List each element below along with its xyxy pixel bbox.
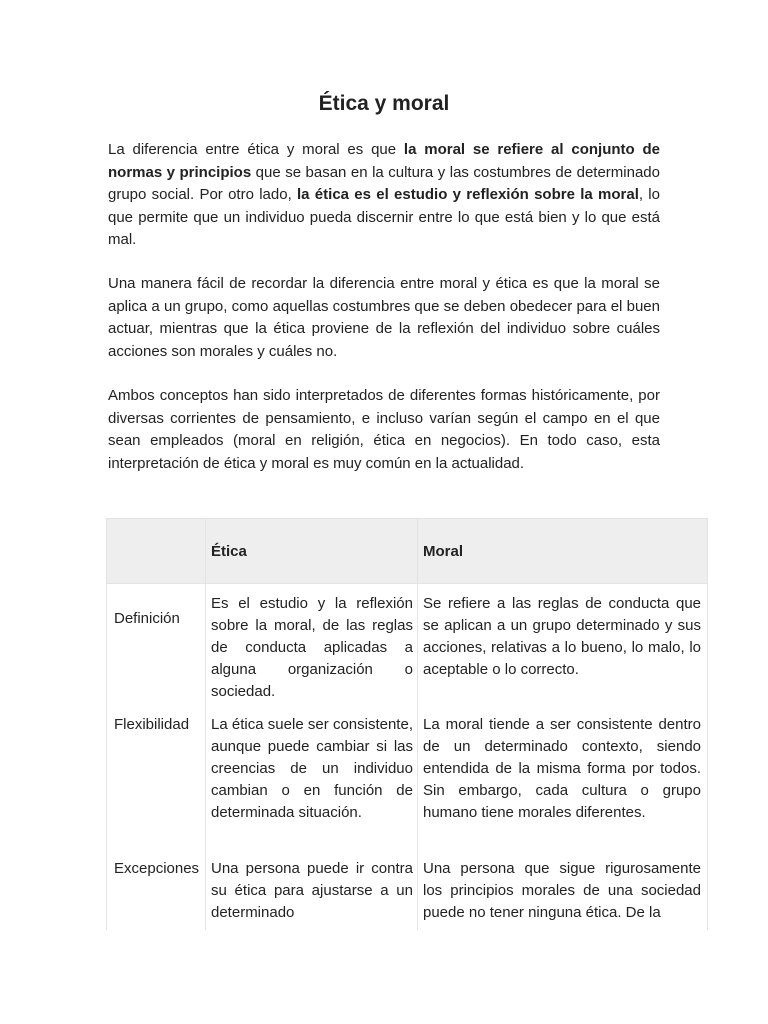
row-label-flexibilidad: Flexibilidad bbox=[114, 716, 190, 733]
p1-text-2: que se basan en la cultura y las costumbres de determinado grupo social. Por otro lado, bbox=[108, 163, 660, 203]
p1-bold-1: la moral se refiere al conjunto de normas y principios bbox=[108, 141, 660, 181]
p1-bold-2: la ética es el estudio y reflexión sobre la moral bbox=[297, 186, 639, 203]
row-label-definicion: Definición bbox=[114, 610, 180, 627]
document-title: Ética y moral bbox=[318, 92, 450, 115]
table-header-moral: Moral bbox=[423, 543, 464, 560]
column-divider bbox=[417, 518, 418, 930]
comparison-table bbox=[106, 518, 708, 930]
cell-flexibilidad-etica: La ética suele ser consistente, aunque puede cambiar si las creencias de un individuo cambian o en función de determinada situación. bbox=[211, 716, 413, 821]
row-label-excepciones: Excepciones bbox=[114, 860, 200, 877]
cell-definicion-moral: Se refiere a las reglas de conducta que se aplican a un grupo determinado y sus acciones, relativas a lo bueno, lo malo, lo aceptable o lo correcto. bbox=[423, 595, 701, 678]
cell-flexibilidad-moral: La moral tiende a ser consistente dentro de un determinado contexto, siendo entendida de la misma forma por todos. Sin embargo, cada cultura o grupo humano tiene morales diferentes. bbox=[423, 716, 701, 821]
paragraph-2: Una manera fácil de recordar la diferencia entre moral y ética es que la moral se aplica a un grupo, como aquellas costumbres que se deben obedecer para el buen actuar, mientras que la ética proviene de la reflexión del individuo sobre cuáles acciones son morales y cuáles no. bbox=[108, 275, 660, 360]
paragraph-1 bbox=[108, 139, 660, 252]
p1-text-3: , lo que permite que un individuo pueda discernir entre lo que está bien y lo que está mal. bbox=[108, 186, 660, 248]
cell-excepciones-moral: Una persona que sigue rigurosamente los principios morales de una sociedad puede no tener ninguna ética. De la bbox=[423, 860, 701, 921]
cell-definicion-etica: Es el estudio y la reflexión sobre la moral, de las reglas de conducta aplicadas a alguna organización o sociedad. bbox=[211, 595, 413, 700]
p1-text-1: La diferencia entre ética y moral es que bbox=[108, 141, 404, 158]
table-header-etica: Ética bbox=[211, 543, 247, 560]
paragraph-3: Ambos conceptos han sido interpretados de diferentes formas históricamente, por diversas corrientes de pensamiento, e incluso varían según el campo en el que sean empleados (moral en religión, ética en negocios). En todo caso, esta interpretación de ética y moral es muy común en la actualidad. bbox=[108, 387, 660, 472]
cell-excepciones-etica: Una persona puede ir contra su ética para ajustarse a un determinado bbox=[211, 860, 413, 921]
